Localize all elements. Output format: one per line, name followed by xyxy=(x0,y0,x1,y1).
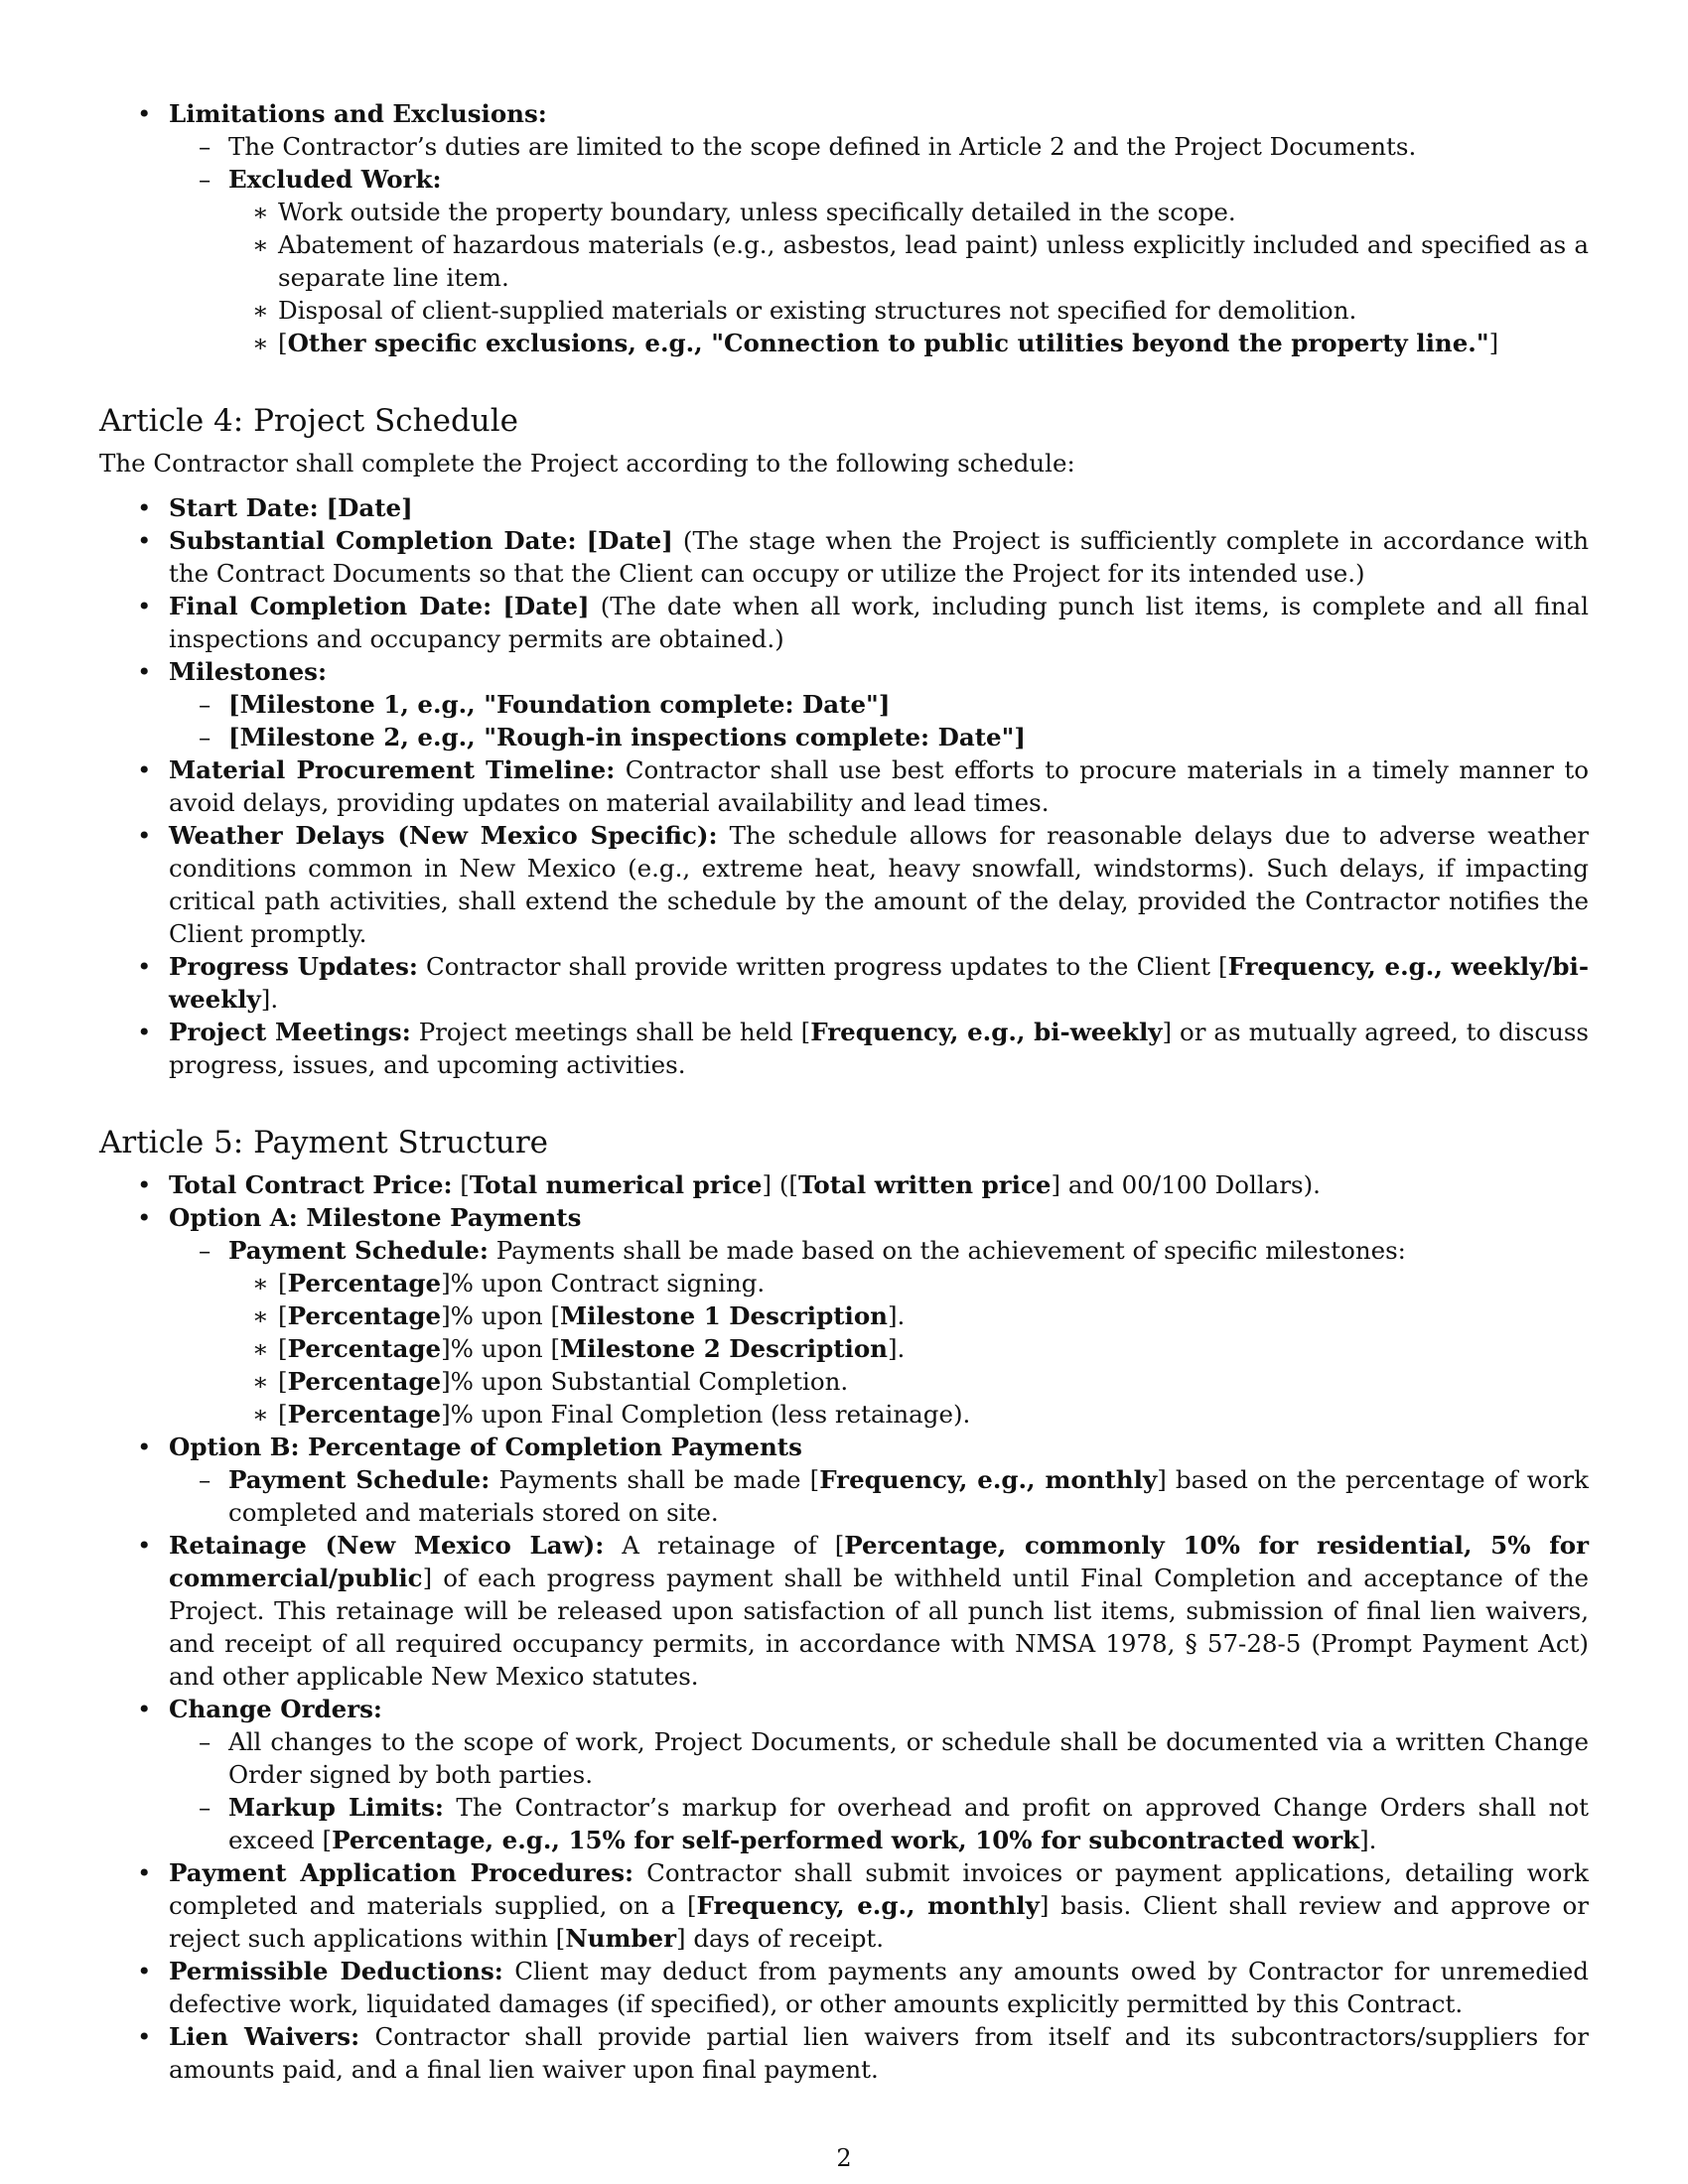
schedule-list xyxy=(99,491,1589,1081)
list-item: ∗ [Percentage]% upon [Milestone 1 Description]. xyxy=(228,1299,1589,1332)
list-item xyxy=(99,1431,1589,1529)
milestones-label: Milestones: xyxy=(169,657,328,686)
procurement-label: Material Procurement Timeline: xyxy=(169,755,616,784)
application-number: Number xyxy=(565,1924,677,1953)
procurement-text: Contractor shall use best efforts to procure materials in a timely manner to avoid delays, providing updates on material availability and lead times. xyxy=(169,755,1589,817)
markup-text: The Contractor’s markup for overhead and profit on approved Change Orders shall not exceed [ xyxy=(228,1793,1589,1854)
final-value: [Date] xyxy=(502,592,590,620)
list-item xyxy=(228,294,1589,327)
list-item xyxy=(99,1016,1589,1081)
retainage-text: ] of each progress payment shall be withheld until Final Completion and acceptance of the Project. This retainage will be released upon satisfaction of all punch list items, submission of final lien waivers, and receipt of all required occupancy permits, in accordance with NMSA 1978, § 57-28-5 (Prompt Payment Act) and other applicable New Mexico statutes. xyxy=(169,1564,1589,1691)
list-item: ∗ [Percentage]% upon Final Completion (less retainage). xyxy=(228,1398,1589,1431)
list-item xyxy=(169,1725,1589,1791)
progress-text: Contractor shall provide written progress updates to the Client [ xyxy=(417,952,1228,981)
article-5-heading: Article 5: Payment Structure xyxy=(99,1125,548,1160)
list-item xyxy=(99,1856,1589,1955)
excluded-item: Work outside the property boundary, unless specifically detailed in the scope. xyxy=(278,198,1236,226)
bracket: [ xyxy=(452,1170,470,1199)
list-item xyxy=(228,196,1589,228)
weather-text: The schedule allows for reasonable delays due to adverse weather conditions common in New Mexico (e.g., extreme heat, heavy snowfall, windstorms). Such delays, if impacting critical path activities, shall extend the schedule by the amount of the delay, provided the Contractor notifies the Client promptly. xyxy=(169,821,1589,948)
list-item xyxy=(99,950,1589,1016)
excluded-item: Abatement of hazardous materials (e.g., asbestos, lead paint) unless explicitly included and specified as a separate line item. xyxy=(278,230,1589,292)
limitations-list xyxy=(99,97,1589,359)
weather-label: Weather Delays (New Mexico Specific): xyxy=(169,821,718,850)
excluded-item: Disposal of client-supplied materials or existing structures not specified for demolition. xyxy=(278,296,1357,325)
progress-value: Frequency, e.g., weekly/bi-weekly xyxy=(169,952,1589,1014)
application-label: Payment Application Procedures: xyxy=(169,1858,634,1887)
list-item: ∗ [Percentage]% upon Substantial Completion. xyxy=(228,1365,1589,1398)
excluded-list xyxy=(278,196,1589,359)
limitations-label: Limitations and Exclusions: xyxy=(169,99,547,128)
page-number: 2 xyxy=(836,2144,852,2172)
markup-label: Markup Limits: xyxy=(228,1793,444,1822)
percentage-placeholder: Percentage xyxy=(287,1400,442,1429)
final-text: (The date when all work, including punch list items, is complete and all final inspections and occupancy permits are obtained.) xyxy=(169,592,1589,653)
milestone-description: Milestone 2 Description xyxy=(560,1334,888,1363)
percentage-placeholder: Percentage xyxy=(287,1269,442,1297)
payment-text: ]. xyxy=(887,1334,906,1363)
list-item xyxy=(99,1168,1589,1201)
retainage-value: Percentage, commonly 10% for residential, 5% for commercial/public xyxy=(169,1531,1589,1592)
list-item xyxy=(99,524,1589,590)
payment-text: % upon [ xyxy=(450,1334,561,1363)
lien-waivers-label: Lien Waivers: xyxy=(169,2022,360,2051)
payment-text: % upon Final Completion (less retainage). xyxy=(450,1400,971,1429)
meetings-end: ] or as mutually agreed, to discuss progress, issues, and upcoming activities. xyxy=(169,1018,1590,1079)
schedule-b-text: ] based on the percentage of work completed and materials stored on site. xyxy=(228,1465,1589,1527)
list-item xyxy=(99,1693,1589,1856)
payment-text: % upon Substantial Completion. xyxy=(450,1367,849,1396)
list-item: ∗ [Percentage]% upon [Milestone 2 Description]. xyxy=(228,1332,1589,1365)
list-item xyxy=(228,228,1589,294)
list-item: ∗ [Percentage]% upon Contract signing. xyxy=(228,1267,1589,1299)
list-item xyxy=(169,130,1589,163)
price-written: Total written price xyxy=(797,1170,1052,1199)
change-orders-sublist xyxy=(228,1725,1589,1856)
deductions-label: Permissible Deductions: xyxy=(169,1957,503,1985)
article-4-heading: Article 4: Project Schedule xyxy=(99,403,519,439)
list-item xyxy=(169,1234,1589,1431)
schedule-b-frequency: Frequency, e.g., monthly xyxy=(819,1465,1158,1494)
price-label: Total Contract Price: xyxy=(169,1170,453,1199)
price-numerical: Total numerical price xyxy=(469,1170,763,1199)
progress-label: Progress Updates: xyxy=(169,952,418,981)
payment-text: % upon [ xyxy=(450,1301,561,1330)
markup-value: Percentage, e.g., 15% for self-performed work, 10% for subcontracted work xyxy=(332,1826,1360,1854)
schedule-a-text: Payments shall be made based on the achievement of specific milestones: xyxy=(488,1236,1406,1265)
lien-waivers-text: Contractor shall provide partial lien waivers from itself and its subcontractors/suppliers for amounts paid, and a final lien waiver upon final payment. xyxy=(169,2022,1589,2084)
payment-text: ]. xyxy=(887,1301,906,1330)
substantial-label: Substantial Completion Date: xyxy=(169,526,577,555)
option-b-label: Option B: Percentage of Completion Payments xyxy=(169,1433,802,1461)
retainage-text: A retainage of [ xyxy=(604,1531,845,1560)
application-frequency: Frequency, e.g., monthly xyxy=(696,1891,1040,1920)
list-item xyxy=(169,688,1589,721)
list-item xyxy=(99,491,1589,524)
option-a-sublist xyxy=(228,1234,1589,1431)
application-text: ] days of receipt. xyxy=(676,1924,885,1953)
list-item xyxy=(99,2020,1589,2086)
option-a-label: Option A: Milestone Payments xyxy=(169,1203,582,1232)
milestones-list xyxy=(228,688,1589,753)
list-item xyxy=(99,819,1589,950)
meetings-text: Project meetings shall be held [ xyxy=(410,1018,811,1046)
document-page xyxy=(99,97,1589,2086)
list-item xyxy=(99,1529,1589,1693)
article-4-intro: The Contractor shall complete the Project according to the following schedule: xyxy=(99,449,1075,478)
excluded-label: Excluded Work: xyxy=(228,165,442,194)
list-item xyxy=(169,721,1589,753)
schedule-b-text: Payments shall be made [ xyxy=(490,1465,820,1494)
percentage-placeholder: Percentage xyxy=(287,1367,442,1396)
application-text: Contractor shall submit invoices or payment applications, detailing work completed and materials supplied, on a [ xyxy=(169,1858,1589,1920)
duties-text: The Contractor’s duties are limited to the scope defined in Article 2 and the Project Documents. xyxy=(228,132,1417,161)
schedule-b-label: Payment Schedule: xyxy=(228,1465,491,1494)
milestone-item: [Milestone 2, e.g., "Rough-in inspections complete: Date"] xyxy=(228,723,1026,751)
deductions-text: Client may deduct from payments any amounts owed by Contractor for unremedied defective work, liquidated damages (if specified), or other amounts explicitly permitted by this Contract. xyxy=(169,1957,1589,2018)
start-date-label: Start Date: xyxy=(169,493,319,522)
option-b-sublist xyxy=(228,1463,1589,1529)
bracket: [ xyxy=(278,329,288,357)
application-text: ] basis. Client shall review and approve or reject such applications within [ xyxy=(169,1891,1589,1953)
payment-text: % upon Contract signing. xyxy=(450,1269,766,1297)
list-item xyxy=(99,1955,1589,2020)
meetings-label: Project Meetings: xyxy=(169,1018,411,1046)
percentage-placeholder: Percentage xyxy=(287,1301,442,1330)
final-label: Final Completion Date: xyxy=(169,592,492,620)
change-orders-label: Change Orders: xyxy=(169,1695,382,1723)
list-item xyxy=(169,1791,1589,1856)
limitations-sublist xyxy=(228,130,1589,359)
list-item xyxy=(99,590,1589,655)
list-item xyxy=(99,97,1589,359)
list-item xyxy=(99,1201,1589,1431)
retainage-label: Retainage (New Mexico Law): xyxy=(169,1531,605,1560)
milestone-item: [Milestone 1, e.g., "Foundation complete: Date"] xyxy=(228,690,891,719)
list-item xyxy=(169,163,1589,359)
schedule-a-label: Payment Schedule: xyxy=(228,1236,489,1265)
payment-list xyxy=(99,1168,1589,2086)
bracket: ] ([ xyxy=(762,1170,798,1199)
list-item xyxy=(169,1463,1589,1529)
list-item xyxy=(99,753,1589,819)
bracket: ] xyxy=(1488,329,1499,357)
milestone-description: Milestone 1 Description xyxy=(560,1301,888,1330)
substantial-value: [Date] xyxy=(586,526,673,555)
substantial-text: (The stage when the Project is sufficiently complete in accordance with the Contract Documents so that the Client can occupy or utilize the Project for its intended use.) xyxy=(169,526,1590,588)
meetings-value: Frequency, e.g., bi-weekly xyxy=(810,1018,1163,1046)
list-item xyxy=(99,655,1589,753)
price-end: ] and 00/100 Dollars). xyxy=(1051,1170,1321,1199)
markup-end: ]. xyxy=(1359,1826,1377,1854)
list-item xyxy=(228,327,1589,359)
progress-end: ]. xyxy=(260,985,279,1014)
start-date-value: [Date] xyxy=(326,493,413,522)
milestone-payments-list xyxy=(278,1267,1589,1431)
change-orders-text: All changes to the scope of work, Project Documents, or schedule shall be documented via a written Change Order signed by both parties. xyxy=(228,1727,1589,1789)
percentage-placeholder: Percentage xyxy=(287,1334,442,1363)
excluded-item-placeholder: Other specific exclusions, e.g., "Connection to public utilities beyond the property line." xyxy=(287,329,1489,357)
